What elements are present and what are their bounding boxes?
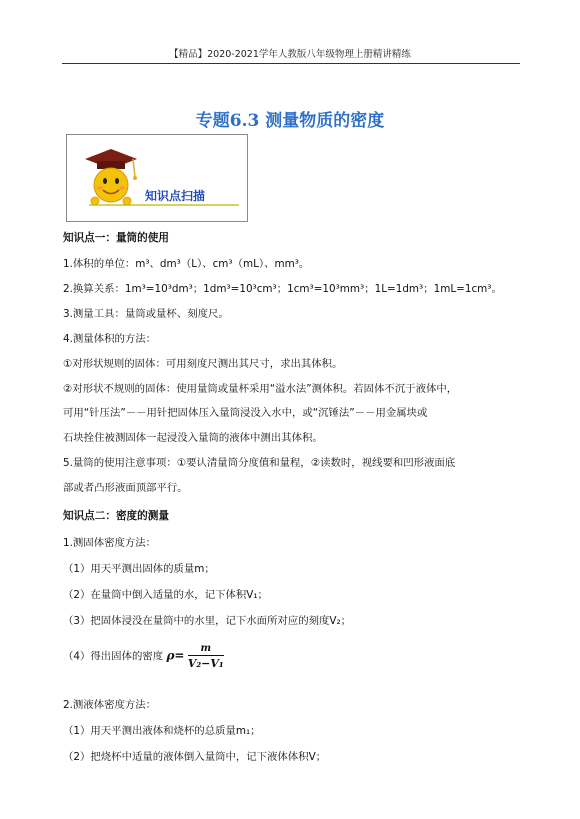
formula-line: [63, 642, 224, 671]
section2-heading: 知识点二：密度的测量: [63, 510, 169, 522]
paragraph: 可用“针压法”－－用针把固体压入量筒浸没入水中，或“沉锤法”－－用金属块或: [63, 407, 428, 419]
paragraph: （2）在量筒中倒入适量的水，记下体积V₁；: [63, 589, 268, 601]
knowledge-scan-banner: [66, 134, 248, 222]
paragraph: 1.体积的单位：m³、dm³（L）、cm³（mL）、mm³。: [63, 258, 310, 270]
paragraph: （2）把烧杯中适量的液体倒入量筒中，记下液体体积V；: [63, 751, 327, 763]
page-title: 专题6.3 测量物质的密度: [195, 111, 385, 131]
paragraph: 5.量筒的使用注意事项：①要认清量筒分度值和量程，②读数时，视线要和凹形液面底: [63, 457, 456, 469]
fraction-denominator: V₂−V₁: [187, 657, 224, 670]
paragraph: （1）用天平测出固体的质量m；: [63, 563, 215, 575]
banner-label: 知识点扫描: [145, 189, 206, 203]
paragraph: 2.测液体密度方法：: [63, 699, 157, 711]
paragraph: （3）把固体浸没在量筒中的水里，记下水面所对应的刻度V₂；: [63, 615, 352, 627]
paragraph: 石块拴住被测固体一起浸没入量筒的液体中测出其体积。: [63, 432, 323, 444]
paragraph: （1）用天平测出液体和烧杯的总质量m₁；: [63, 725, 261, 737]
header-divider: [62, 63, 520, 64]
paragraph: 部或者凸形液面顶部平行。: [63, 482, 188, 494]
page-header: 【精品】2020-2021学年人教版八年级物理上册精讲精练: [169, 49, 411, 60]
paragraph: ②对形状不规则的固体：使用量筒或量杯采用“溢水法”测体积。若固体不沉于液体中，: [63, 383, 458, 395]
paragraph: （4）得出固体的密度: [63, 650, 164, 663]
paragraph: 2.换算关系：1m³=10³dm³；1dm³=10³cm³；1cm³=10³mm³；1L=1dm³；1mL=1cm³。: [63, 283, 502, 295]
density-fraction: [188, 642, 224, 671]
mascot-icon: [67, 135, 247, 221]
section1-heading: 知识点一：量筒的使用: [63, 232, 169, 244]
paragraph: ①对形状规则的固体：可用刻度尺测出其尺寸，求出其体积。: [63, 358, 343, 370]
paragraph: 3.测量工具：量筒或量杯、刻度尺。: [63, 308, 229, 320]
paragraph: 4.测量体积的方法：: [63, 333, 157, 345]
density-symbol: ρ=: [166, 648, 185, 663]
fraction-numerator: m: [188, 642, 224, 656]
paragraph: 1.测固体密度方法：: [63, 537, 157, 549]
